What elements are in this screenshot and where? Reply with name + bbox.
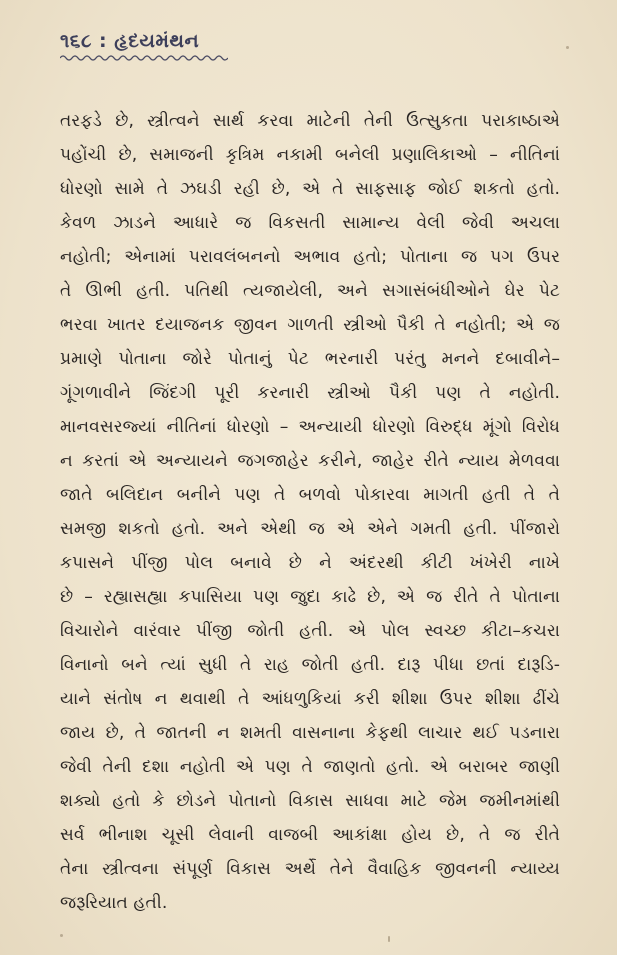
text-line: તે ઊભી હતી. પતિથી ત્યજાયેલી, અને સગાસંબંધીઓને ઘેર પેટ: [60, 281, 560, 301]
text-line: તરફડે છે, સ્ત્રીત્વને સાર્થ કરવા માટેની તેની ઉત્સુકતા પરાકાષ્ઠાએ: [60, 111, 560, 131]
text-line: શક્યો હતો કે છોડને પોતાનો વિકાસ સાધવા માટે જેમ જમીનમાંથી: [60, 791, 560, 811]
text-line: નહોતી; એનામાં પરાવલંબનનો અભાવ હતો; પોતાના જ પગ ઉપર: [60, 247, 560, 267]
text-line: જાય છે, તે જાતની ન શમતી વાસનાના કેફથી લાચાર થઈ પડનારા: [60, 723, 560, 743]
book-title: હૃદયમંથન: [114, 30, 200, 52]
text-line: કેવળ ઝાડને આધારે જ વિકસતી સામાન્ય વેલી જેવી અચલા: [60, 213, 560, 233]
text-line: વિનાનો બને ત્યાં સુધી તે રાહ જોતી હતી. દારૂ પીધા છતાં દારૂડિ-: [60, 655, 560, 675]
text-line: ધોરણો સામે તે ઝઘડી રહી છે, એ તે સાફસાફ જોઈ શકતો હતો.: [60, 179, 560, 199]
paper-speck: [566, 46, 569, 49]
header-separator: :: [99, 30, 108, 52]
page-header: [60, 30, 228, 62]
text-line: કપાસને પીંજી પોલ બનાવે છે ને અંદરથી કીટી ખંખેરી નાખે: [60, 553, 560, 573]
text-line: સમજી શકતો હતો. અને એથી જ એ એને ગમતી હતી. પીંજારો: [60, 519, 560, 539]
text-line: જેવી તેની દશા નહોતી એ પણ તે જાણતો હતો. એ બરાબર જાણી: [60, 757, 560, 777]
body-paragraph: [60, 104, 560, 920]
text-line: ગૂંગળાવીને જિંદગી પૂરી કરનારી સ્ત્રીઓ પૈકી પણ તે નહોતી.: [60, 383, 560, 403]
text-line: તેના સ્ત્રીત્વના સંપૂર્ણ વિકાસ અર્થે તેને વૈવાહિક જીવનની ન્યાય્ય: [60, 859, 560, 879]
text-line: પ્રમાણે પોતાના જોરે પોતાનું પેટ ભરનારી પરંતુ મનને દબાવીને–: [60, 349, 560, 369]
page-number: ૧૬૮: [60, 30, 92, 52]
text-line: યાને સંતોષ ન થવાથી તે આંધળુકિયાં કરી શીશા ઉપર શીશા ઢીંચે: [60, 689, 560, 709]
running-head: [60, 30, 228, 52]
text-line: છે – રહ્યાસહ્યા કપાસિયા પણ જુદા કાઢે છે, એ જ રીતે તે પોતાના: [60, 587, 560, 607]
text-line: જરૂરિયાત હતી.: [60, 893, 168, 913]
text-line: સર્વ ભીનાશ ચૂસી લેવાની વાજબી આકાંક્ષા હોય છે, તે જ રીતે: [60, 825, 560, 845]
paper-speck: [60, 934, 63, 937]
text-line: વિચારોને વારંવાર પીંજી જોતી હતી. એ પોલ સ્વચ્છ કીટા–કચરા: [60, 621, 560, 641]
wavy-underline-ornament: [60, 54, 228, 62]
paper-speck: [388, 936, 390, 942]
text-line: ન કરતાં એ અન્યાયને જગજાહેર કરીને, જાહેર રીતે ન્યાય મેળવવા: [60, 451, 560, 471]
text-line: જાતે બલિદાન બનીને પણ તે બળવો પોકારવા માગતી હતી તે તે: [60, 485, 560, 505]
text-line: માનવસરજ્યાં નીતિનાં ધોરણો – અન્યાયી ધોરણો વિરુદ્ધ મૂંગો વિરોધ: [60, 417, 560, 437]
text-line: પહોંચી છે, સમાજની કૃત્રિમ નકામી બનેલી પ્રણાલિકાઓ – નીતિનાં: [60, 145, 560, 165]
text-line: ભરવા ખાતર દયાજનક જીવન ગાળતી સ્ત્રીઓ પૈકી તે નહોતી; એ જ: [60, 315, 560, 335]
